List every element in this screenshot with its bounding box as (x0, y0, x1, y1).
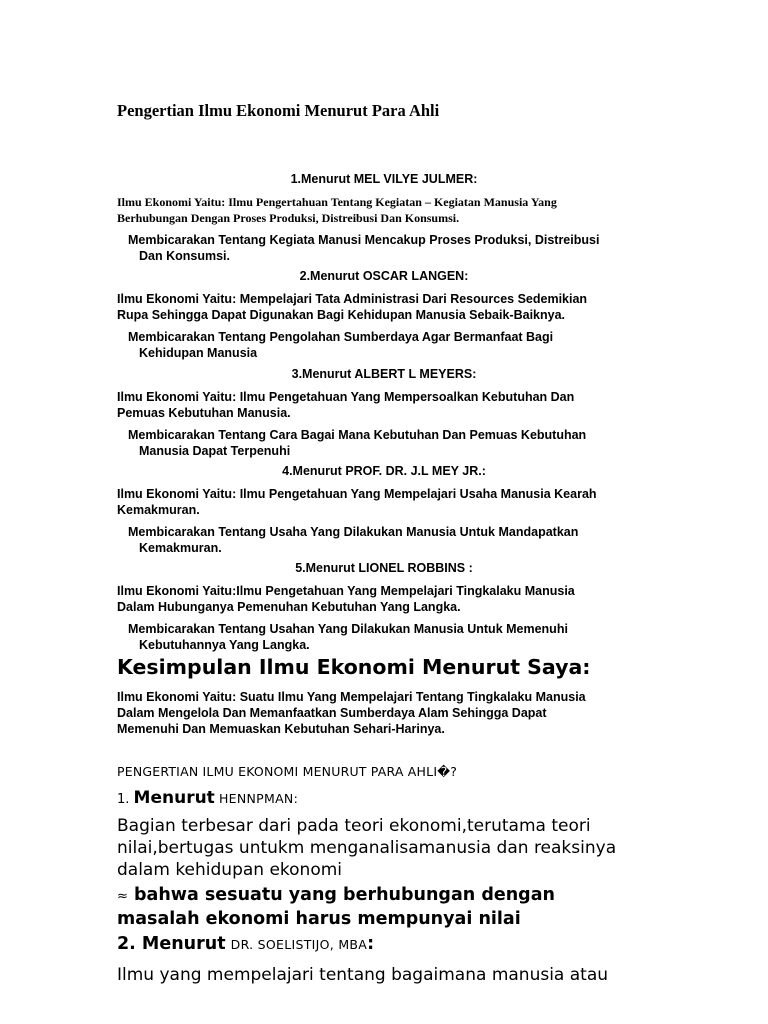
item-2-prefix: 2. Menurut (117, 934, 226, 954)
expert-2-note-line-1: Membicarakan Tentang Pengolahan Sumberdaya Agar Bermanfaat Bagi (128, 330, 554, 344)
item-1-number: 1. (117, 792, 130, 807)
item-1-body (117, 815, 668, 881)
expert-4-heading: 4.Menurut PROF. DR. J.L MEY JR.: (282, 464, 486, 478)
expert-3-note (128, 427, 648, 459)
item-2-line-1: Ilmu yang mempelajari tentang bagaimana manusia atau (117, 965, 609, 985)
expert-1-note-line-1: Membicarakan Tentang Kegiata Manusi Mencakup Proses Produksi, Distreibusi (128, 233, 600, 247)
expert-5-heading: 5.Menurut LIONEL ROBBINS : (295, 561, 473, 575)
expert-4-definition-line-2: Kemakmuran. (117, 503, 200, 517)
expert-1-definition-line-1: Ilmu Ekonomi Yaitu: Ilmu Pengertahuan Tentang Kegiatan – Kegiatan Manusia Yang (117, 195, 557, 209)
expert-3-definition-line-2: Pemuas Kebutuhan Manusia. (117, 406, 291, 420)
expert-2-note-line-2: Kehidupan Manusia (139, 346, 258, 360)
conclusion-text (117, 689, 658, 737)
expert-1-definition (117, 194, 658, 226)
expert-2-note (128, 329, 648, 361)
expert-3-note-line-2: Manusia Dapat Terpenuhi (139, 444, 291, 458)
approx-line-1: bahwa sesuatu yang berhubungan dengan (134, 885, 555, 905)
document-title: Pengertian Ilmu Ekonomi Menurut Para Ahli (117, 101, 440, 120)
item-1-line-1: Bagian terbesar dari pada teori ekonomi,terutama teori (117, 816, 591, 836)
item-1-word: Menurut (133, 788, 215, 808)
item-2-heading (117, 934, 658, 954)
expert-1-definition-line-2: Berhubungan Dengan Proses Produksi, Distreibusi Dan Konsumsi. (117, 211, 460, 225)
item-1-heading (117, 788, 658, 808)
expert-5-note-line-2: Kebutuhannya Yang Langka. (139, 638, 310, 652)
expert-3-heading: 3.Menurut ALBERT L MEYERS: (291, 367, 477, 381)
expert-1-note (128, 232, 648, 264)
expert-3-definition-line-1: Ilmu Ekonomi Yaitu: Ilmu Pengetahuan Yang Mempersoalkan Kebutuhan Dan (117, 390, 575, 404)
expert-5-note (128, 621, 648, 653)
expert-1-note-line-2: Dan Konsumsi. (139, 249, 230, 263)
expert-5-note-line-1: Membicarakan Tentang Usahan Yang Dilakukan Manusia Untuk Memenuhi (128, 622, 568, 636)
section-2-heading: PENGERTIAN ILMU EKONOMI MENURUT PARA AHLI�? (117, 764, 458, 779)
expert-5-definition (117, 583, 658, 615)
item-2-colon: : (367, 934, 375, 954)
conclusion-line-1: Ilmu Ekonomi Yaitu: Suatu Ilmu Yang Mempelajari Tentang Tingkalaku Manusia (117, 690, 586, 704)
expert-4-definition-line-1: Ilmu Ekonomi Yaitu: Ilmu Pengetahuan Yang Mempelajari Usaha Manusia Kearah (117, 487, 597, 501)
item-1-name: HENNPMAN: (218, 791, 299, 806)
expert-4-note-line-2: Kemakmuran. (139, 541, 222, 555)
approx-line-2: masalah ekonomi harus mempunyai nilai (117, 909, 521, 929)
expert-1-heading: 1.Menurut MEL VILYE JULMER: (290, 172, 478, 186)
item-1-line-2: nilai,bertugas untukm menganalisamanusia dan reaksinya (117, 838, 617, 858)
item-1-line-3: dalam kehidupan ekonomi (117, 860, 343, 880)
item-2-name: DR. SOELISTIJO, MBA (230, 937, 368, 952)
conclusion-line-2: Dalam Mengelola Dan Memanfaatkan Sumberdaya Alam Sehingga Dapat (117, 706, 547, 720)
conclusion-heading: Kesimpulan Ilmu Ekonomi Menurut Saya: (117, 655, 591, 679)
expert-2-definition (117, 291, 658, 323)
approx-note (117, 884, 668, 930)
expert-5-definition-line-2: Dalam Hubunganya Pemenuhan Kebutuhan Yang Langka. (117, 600, 461, 614)
expert-2-definition-line-2: Rupa Sehingga Dapat Digunakan Bagi Kehidupan Manusia Sebaik-Baiknya. (117, 308, 566, 322)
expert-5-definition-line-1: Ilmu Ekonomi Yaitu:Ilmu Pengetahuan Yang Mempelajari Tingkalaku Manusia (117, 584, 575, 598)
expert-4-note (128, 524, 648, 556)
expert-2-heading: 2.Menurut OSCAR LANGEN: (299, 269, 469, 283)
expert-3-definition (117, 389, 658, 421)
conclusion-line-3: Memenuhi Dan Memuaskan Kebutuhan Sehari-Harinya. (117, 722, 445, 736)
approx-symbol: ≈ (117, 889, 128, 904)
expert-4-definition (117, 486, 658, 518)
expert-2-definition-line-1: Ilmu Ekonomi Yaitu: Mempelajari Tata Administrasi Dari Resources Sedemikian (117, 292, 588, 306)
expert-4-note-line-1: Membicarakan Tentang Usaha Yang Dilakukan Manusia Untuk Mandapatkan (128, 525, 579, 539)
expert-3-note-line-1: Membicarakan Tentang Cara Bagai Mana Kebutuhan Dan Pemuas Kebutuhan (128, 428, 587, 442)
